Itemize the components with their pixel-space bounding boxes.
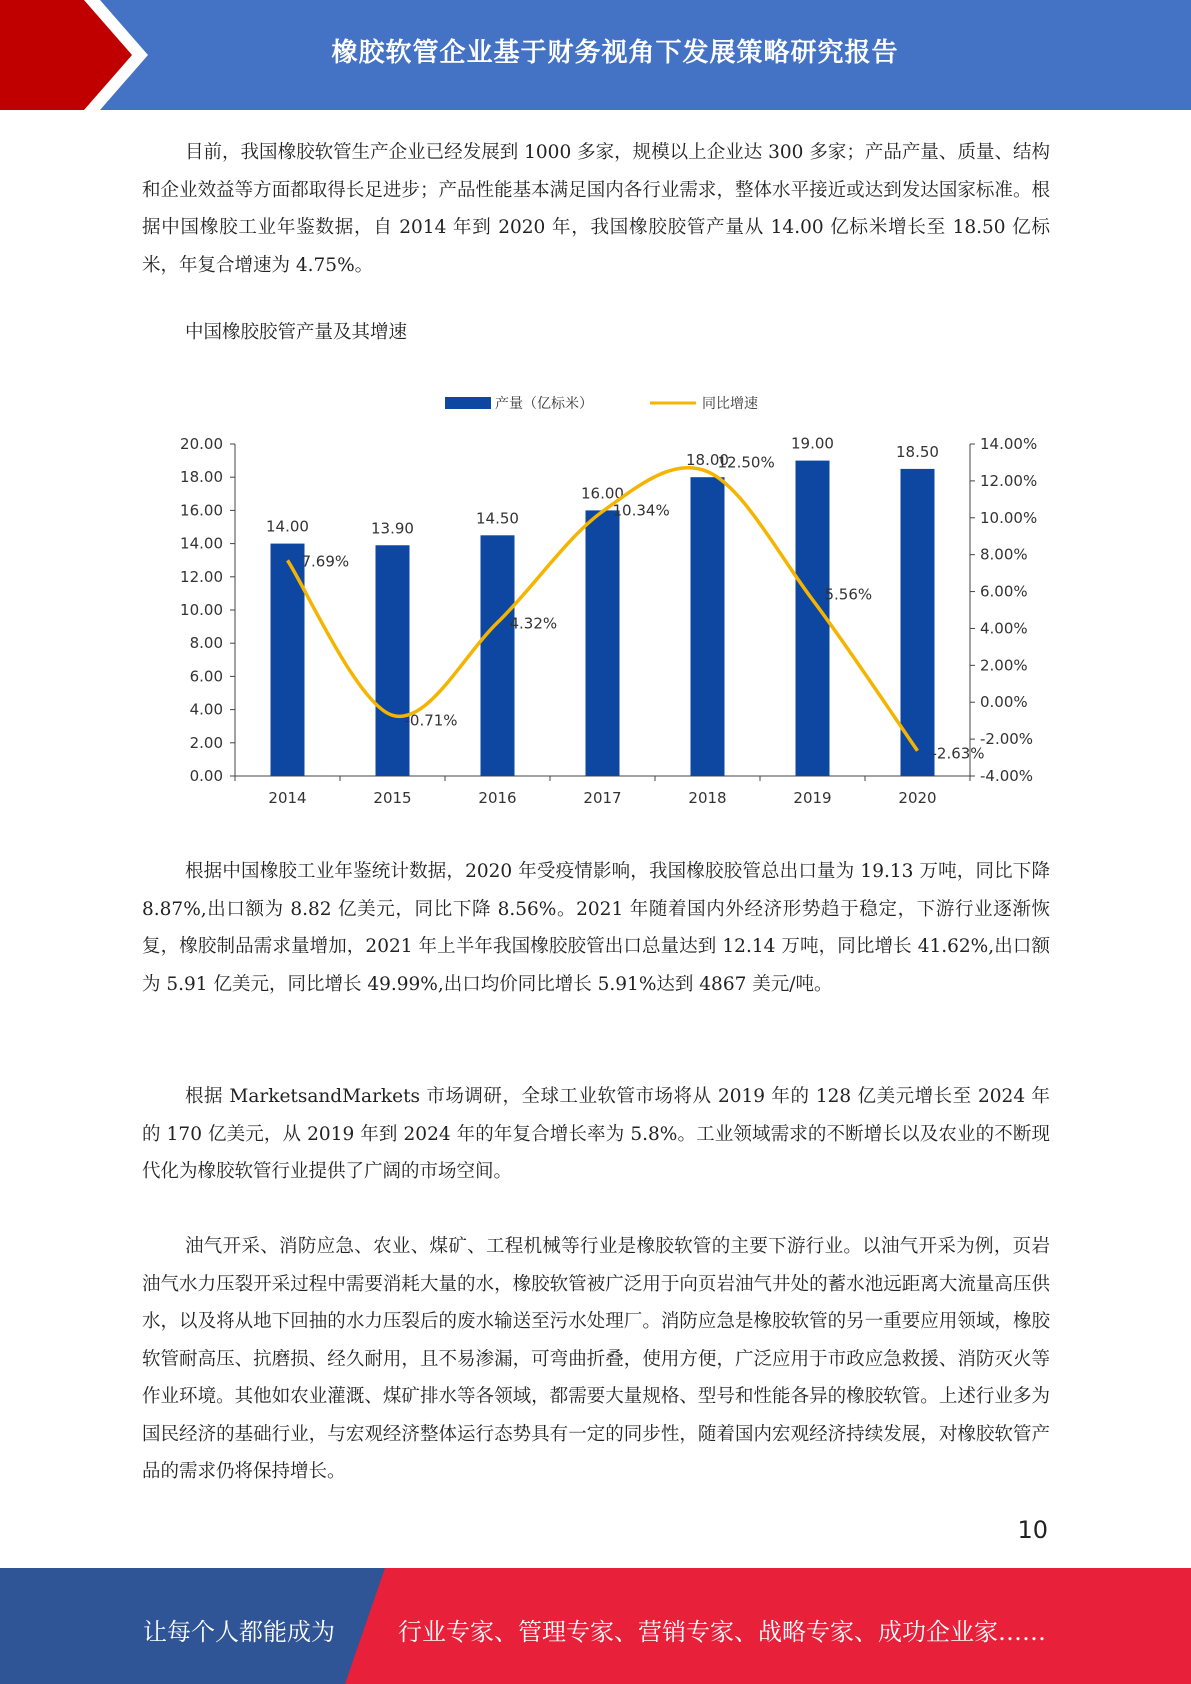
bar-data-label: 13.90 [371, 519, 414, 538]
bar-production-2020 [901, 469, 935, 776]
right-tick-label: 4.00% [980, 619, 1028, 638]
bar-production-2018 [691, 477, 725, 776]
left-tick-label: 6.00 [189, 667, 223, 686]
left-tick-label: 8.00 [189, 634, 223, 653]
right-tick-label: 0.00% [980, 693, 1028, 712]
bar-data-label: 14.00 [266, 517, 309, 536]
left-tick-label: 2.00 [189, 733, 223, 752]
footer-slogan-left: 让每个人都能成为 [143, 1618, 335, 1646]
x-tick-label: 2014 [268, 789, 307, 807]
right-tick-label: 8.00% [980, 545, 1028, 564]
x-tick-label: 2018 [688, 789, 727, 807]
right-tick-label: 6.00% [980, 582, 1028, 601]
x-tick-label: 2019 [793, 789, 832, 807]
header-title: 橡胶软管企业基于财务视角下发展策略研究报告 [331, 37, 899, 68]
left-tick-label: 4.00 [189, 700, 223, 719]
right-tick-label: -2.00% [980, 730, 1034, 749]
paragraph-global-market: 根据 MarketsandMarkets 市场调研，全球工业软管市场将从 2019 年的 128 亿美元增长至 2024 年的 170 亿美元，从 2019 年到 2024 年的年复合增长率为 5.8%。工业领域需求的不断增长以及农业的不断现代化为橡胶软管行业提供了广阔的市场空间。 [142, 1086, 1050, 1182]
bar-data-label: 18.50 [896, 442, 939, 461]
growth-data-label: 5.56% [824, 585, 873, 604]
x-tick-label: 2020 [898, 789, 937, 807]
x-tick-label: 2017 [583, 789, 622, 807]
right-tick-label: 12.00% [980, 471, 1038, 490]
bar-production-2017 [586, 510, 620, 776]
x-tick-label: 2016 [478, 789, 517, 807]
left-tick-label: 18.00 [180, 468, 223, 487]
left-tick-label: 10.00 [180, 601, 223, 619]
bar-production-2015 [376, 545, 410, 776]
x-tick-label: 2015 [373, 789, 412, 807]
legend-label-growth: 同比增速 [702, 396, 758, 412]
legend-swatch-production [445, 397, 491, 409]
bar-data-label: 16.00 [581, 484, 624, 503]
bar-data-label: 19.00 [791, 434, 834, 453]
legend-label-production: 产量（亿标米） [495, 396, 593, 412]
left-tick-label: 0.00 [189, 767, 223, 785]
growth-data-label: -2.63% [931, 744, 985, 763]
left-tick-label: 12.00 [180, 567, 223, 586]
right-tick-label: 2.00% [980, 656, 1028, 675]
left-tick-label: 14.00 [180, 534, 223, 553]
paragraph-downstream-industries: 油气开采、消防应急、农业、煤矿、工程机械等行业是橡胶软管的主要下游行业。以油气开采为例，页岩油气水力压裂开采过程中需要消耗大量的水，橡胶软管被广泛用于向页岩油气井处的蓄水池远距离大流量高压供水，以及将从地下回抽的水力压裂后的废水输送至污水处理厂。消防应急是橡胶软管的另一重要应用领域，橡胶软管耐高压、抗磨损、经久耐用，且不易渗漏，可弯曲折叠，使用方便，广泛应用于市政应急救援、消防灭火等作业环境。其他如农业灌溉、煤矿排水等各领域，都需要大量规格、型号和性能各异的橡胶软管。上述行业多为国民经济的基础行业，与宏观经济整体运行态势具有一定的同步性，随着国内宏观经济持续发展，对橡胶软管产品的需求仍将保持增长。 [142, 1236, 1050, 1482]
right-tick-label: 14.00% [980, 435, 1038, 453]
right-tick-label: 10.00% [980, 508, 1038, 527]
footer-slogan-right: 行业专家、管理专家、营销专家、战略专家、成功企业家…… [398, 1618, 1046, 1646]
paragraph-production-overview: 目前，我国橡胶软管生产企业已经发展到 1000 多家，规模以上企业达 300 多家；产品产量、质量、结构和企业效益等方面都取得长足进步；产品性能基本满足国内各行业需求，整体水平接近或达到发达国家标准。根据中国橡胶工业年鉴数据，自 2014 年到 2020 年，我国橡胶胶管产量从 14.00 亿标米增长至 18.50 亿标米，年复合增速为 4.75%。 [142, 142, 1050, 276]
paragraph-export-data: 根据中国橡胶工业年鉴统计数据，2020 年受疫情影响，我国橡胶胶管总出口量为 19.13 万吨，同比下降 8.87%,出口额为 8.82 亿美元，同比下降 8.56%。2021 年随着国内外经济形势趋于稳定，下游行业逐渐恢复，橡胶制品需求量增加，2021 年上半年我国橡胶胶管出口总量达到 12.14 万吨，同比增长 41.62%,出口额为 5.91 亿美元，同比增长 49.99%,出口均价同比增长 5.91%达到 4867 美元/吨。 [142, 861, 1050, 995]
bar-data-label: 14.50 [476, 509, 519, 528]
bar-data-label: 18.00 [686, 451, 729, 470]
growth-data-label: 4.32% [509, 614, 558, 633]
right-tick-label: -4.00% [980, 767, 1034, 785]
growth-data-label: -0.71% [404, 711, 458, 730]
page-number: 10 [1017, 1516, 1048, 1544]
production-growth-chart [150, 380, 1070, 820]
growth-data-label: 12.50% [717, 453, 775, 472]
chart-caption: 中国橡胶胶管产量及其增速 [185, 322, 408, 343]
bar-production-2016 [481, 535, 515, 776]
growth-data-label: 10.34% [612, 501, 670, 520]
left-tick-label: 20.00 [180, 435, 223, 453]
growth-data-label: 7.69% [301, 552, 350, 571]
left-tick-label: 16.00 [180, 501, 223, 520]
